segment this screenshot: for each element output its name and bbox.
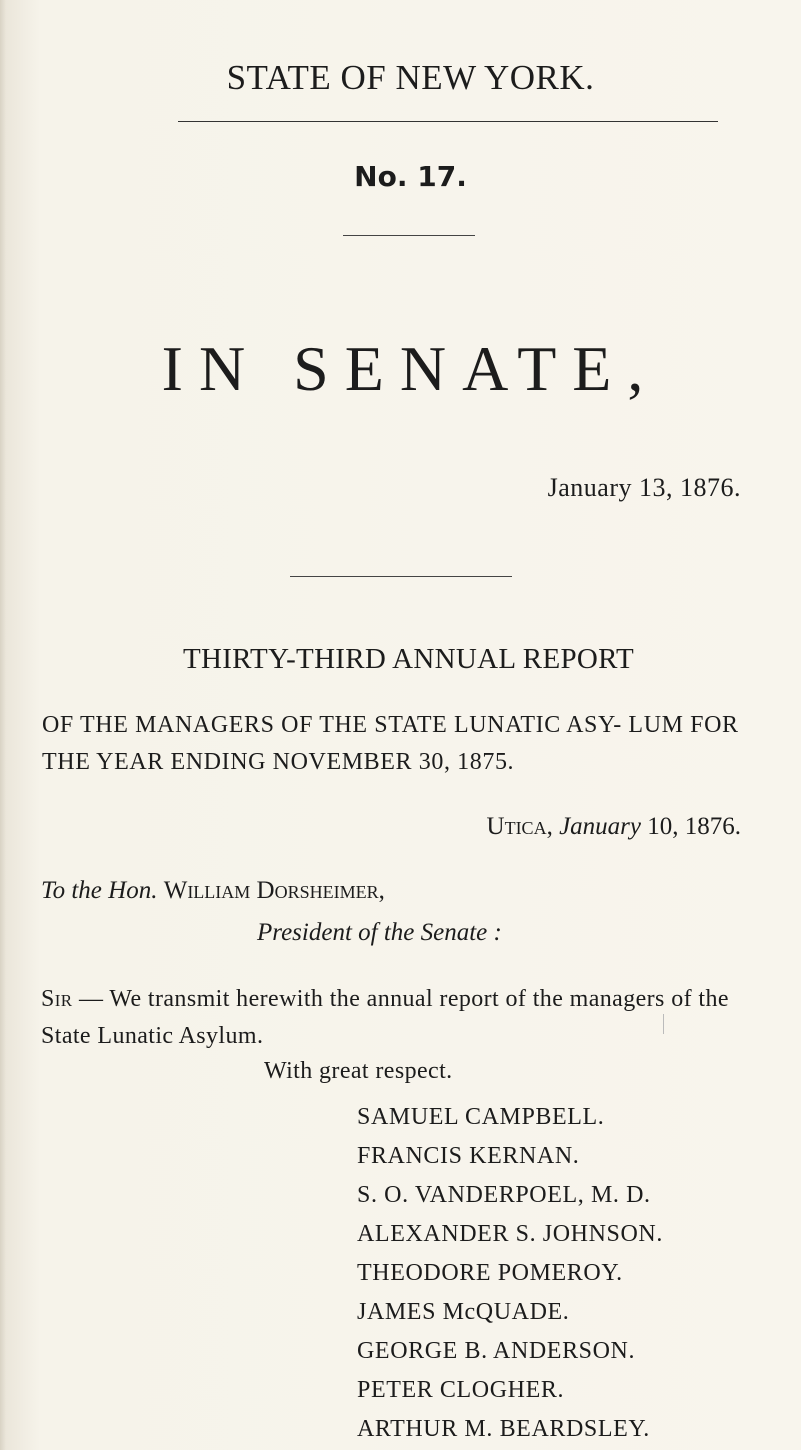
addressee-name: William Dorsheimer, — [163, 877, 385, 904]
senate-date: January 13, 1876. — [547, 473, 741, 502]
letter-addressee — [41, 877, 385, 905]
report-title: THIRTY-THIRD ANNUAL REPORT — [182, 643, 635, 675]
signatory: ALEXANDER S. JOHNSON. — [357, 1221, 663, 1247]
state-title: STATE OF NEW YORK. — [226, 58, 595, 97]
document-number: No. 17. — [354, 160, 467, 193]
addressee-title: President of the Senate : — [257, 919, 502, 946]
signatory: PETER CLOGHER. — [357, 1377, 565, 1403]
report-subtitle: OF THE MANAGERS OF THE STATE LUNATIC ASY- LUM FOR THE YEAR ENDING NOVEMBER 30, 1875. — [42, 712, 739, 775]
header-rule — [178, 121, 718, 122]
signatory: GEORGE B. ANDERSON. — [357, 1338, 636, 1364]
signatory: JAMES McQUADE. — [357, 1299, 570, 1325]
signatory: S. O. VANDERPOEL, M. D. — [357, 1182, 651, 1208]
addressee-prefix: To the Hon. — [41, 877, 158, 904]
signatory: SAMUEL CAMPBELL. — [357, 1104, 605, 1130]
letter-day-year: 10, 1876. — [641, 813, 741, 840]
letter-closing: With great respect. — [264, 1058, 453, 1084]
letter-month: January — [559, 813, 641, 840]
signatory: FRANCIS KERNAN. — [357, 1143, 580, 1169]
letter-place-date — [487, 813, 741, 841]
signatory: ARTHUR M. BEARDSLEY. — [357, 1416, 650, 1442]
page-edge-shadow — [0, 0, 6, 1450]
signatory-list — [357, 1098, 663, 1449]
section-rule — [290, 576, 512, 577]
letter-place: Utica, — [486, 813, 553, 840]
number-rule — [343, 235, 475, 236]
paper-mark — [663, 1014, 664, 1034]
salutation: Sir — [41, 986, 73, 1012]
letter-body — [41, 981, 771, 1055]
chamber-heading: IN SENATE, — [161, 333, 660, 404]
signatory: THEODORE POMEROY. — [357, 1260, 623, 1286]
letter-body-text: — We transmit herewith the annual report of the managers of the State Lunatic Asylum. — [41, 986, 729, 1049]
